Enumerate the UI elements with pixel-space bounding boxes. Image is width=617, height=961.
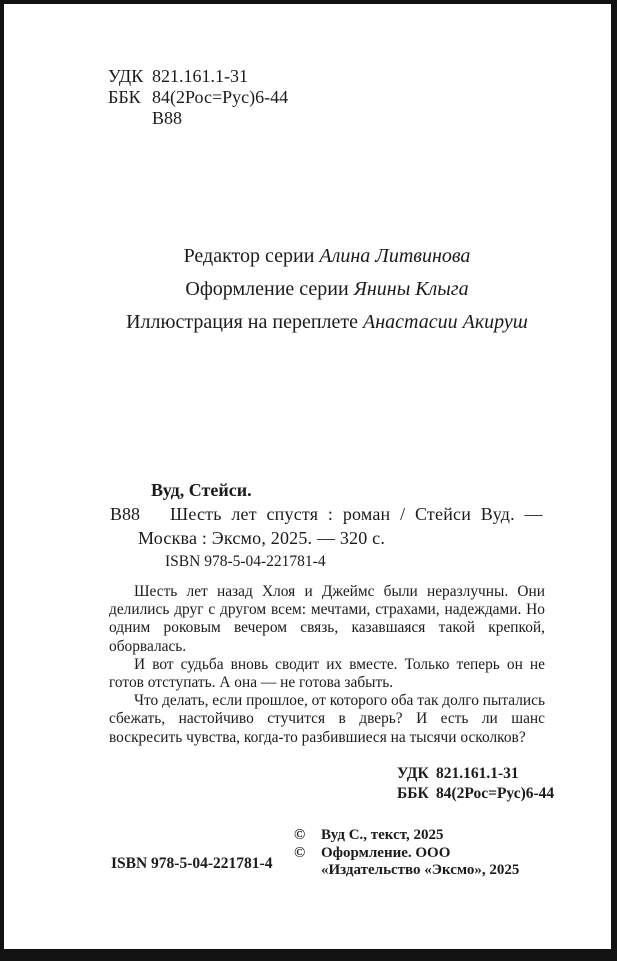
- catalog-author-code: В88: [110, 504, 141, 524]
- series-design-label: Оформление серии: [185, 278, 349, 300]
- annotation-block: [109, 583, 545, 747]
- bbk-label: ББК: [108, 87, 141, 107]
- bottom-classification-block: [397, 764, 554, 804]
- catalog-imprint-line: Москва : Эксмо, 2025. — 320 с.: [138, 528, 386, 548]
- annotation-paragraph-2: И вот судьба вновь сводит их вместе. Только теперь он не готов отступать. А она — не готова забыть.: [109, 655, 545, 692]
- series-design-name: Янины Клыга: [353, 278, 469, 300]
- cover-illustration-label: Иллюстрация на переплете: [126, 311, 359, 333]
- bottom-bbk-value: 84(2Рос=Рус)6-44: [436, 785, 555, 802]
- series-editor-line: [109, 244, 545, 268]
- copyright-block: [294, 827, 556, 880]
- annotation-paragraph-1: Шесть лет назад Хлоя и Джеймс были неразлучны. Они делились друг с другом всем: мечтами, страхами, надеждами. Но одним роковым вечером связь, казавшаяся такой крепкой, оборвалась.: [109, 583, 545, 655]
- imprint-page: [4, 4, 611, 949]
- catalog-entry: [109, 478, 545, 571]
- copyright-author-text: Вуд С., текст, 2025: [321, 827, 444, 843]
- catalog-title-line: [109, 502, 545, 526]
- author-code-spacer: [108, 108, 152, 129]
- author-code: В88: [152, 108, 183, 128]
- series-editor-name: Алина Литвинова: [319, 245, 471, 267]
- catalog-isbn: ISBN 978-5-04-221781-4: [165, 553, 326, 570]
- catalog-title-text: Шесть лет спустя : роман / Стейси Вуд. —: [170, 504, 543, 524]
- udk-label: УДК: [108, 66, 144, 86]
- copyright-author-line: [294, 827, 556, 845]
- series-credits: [109, 244, 545, 343]
- copyright-symbol: ©: [294, 827, 306, 843]
- cover-illustration-line: [109, 310, 545, 334]
- annotation-paragraph-3: Что делать, если прошлое, от которого оба так долго пытались сбежать, настойчиво стучится в дверь? И есть ли шанс воскресить чувства, когда-то разбившиеся на тысячи осколков?: [109, 692, 545, 746]
- top-classification-block: [108, 66, 288, 129]
- cover-illustration-name: Анастасии Акируш: [363, 311, 528, 333]
- catalog-author-heading: Вуд, Стейси.: [151, 480, 252, 500]
- copyright-publisher-text: Оформление. ООО «Издательство «Эксмо», 2025: [321, 844, 520, 878]
- copyright-publisher-line: [294, 845, 556, 880]
- series-editor-label: Редактор серии: [183, 245, 315, 267]
- series-design-line: [109, 277, 545, 301]
- bottom-bbk-label: ББК: [397, 785, 429, 802]
- copyright-symbol: ©: [294, 844, 306, 861]
- bbk-value: 84(2Рос=Рус)6-44: [152, 87, 289, 107]
- bottom-udk-label: УДК: [397, 765, 429, 782]
- udk-value: 821.161.1-31: [152, 66, 248, 86]
- bottom-udk-value: 821.161.1-31: [436, 765, 519, 782]
- isbn-bottom: ISBN 978-5-04-221781-4: [111, 855, 273, 872]
